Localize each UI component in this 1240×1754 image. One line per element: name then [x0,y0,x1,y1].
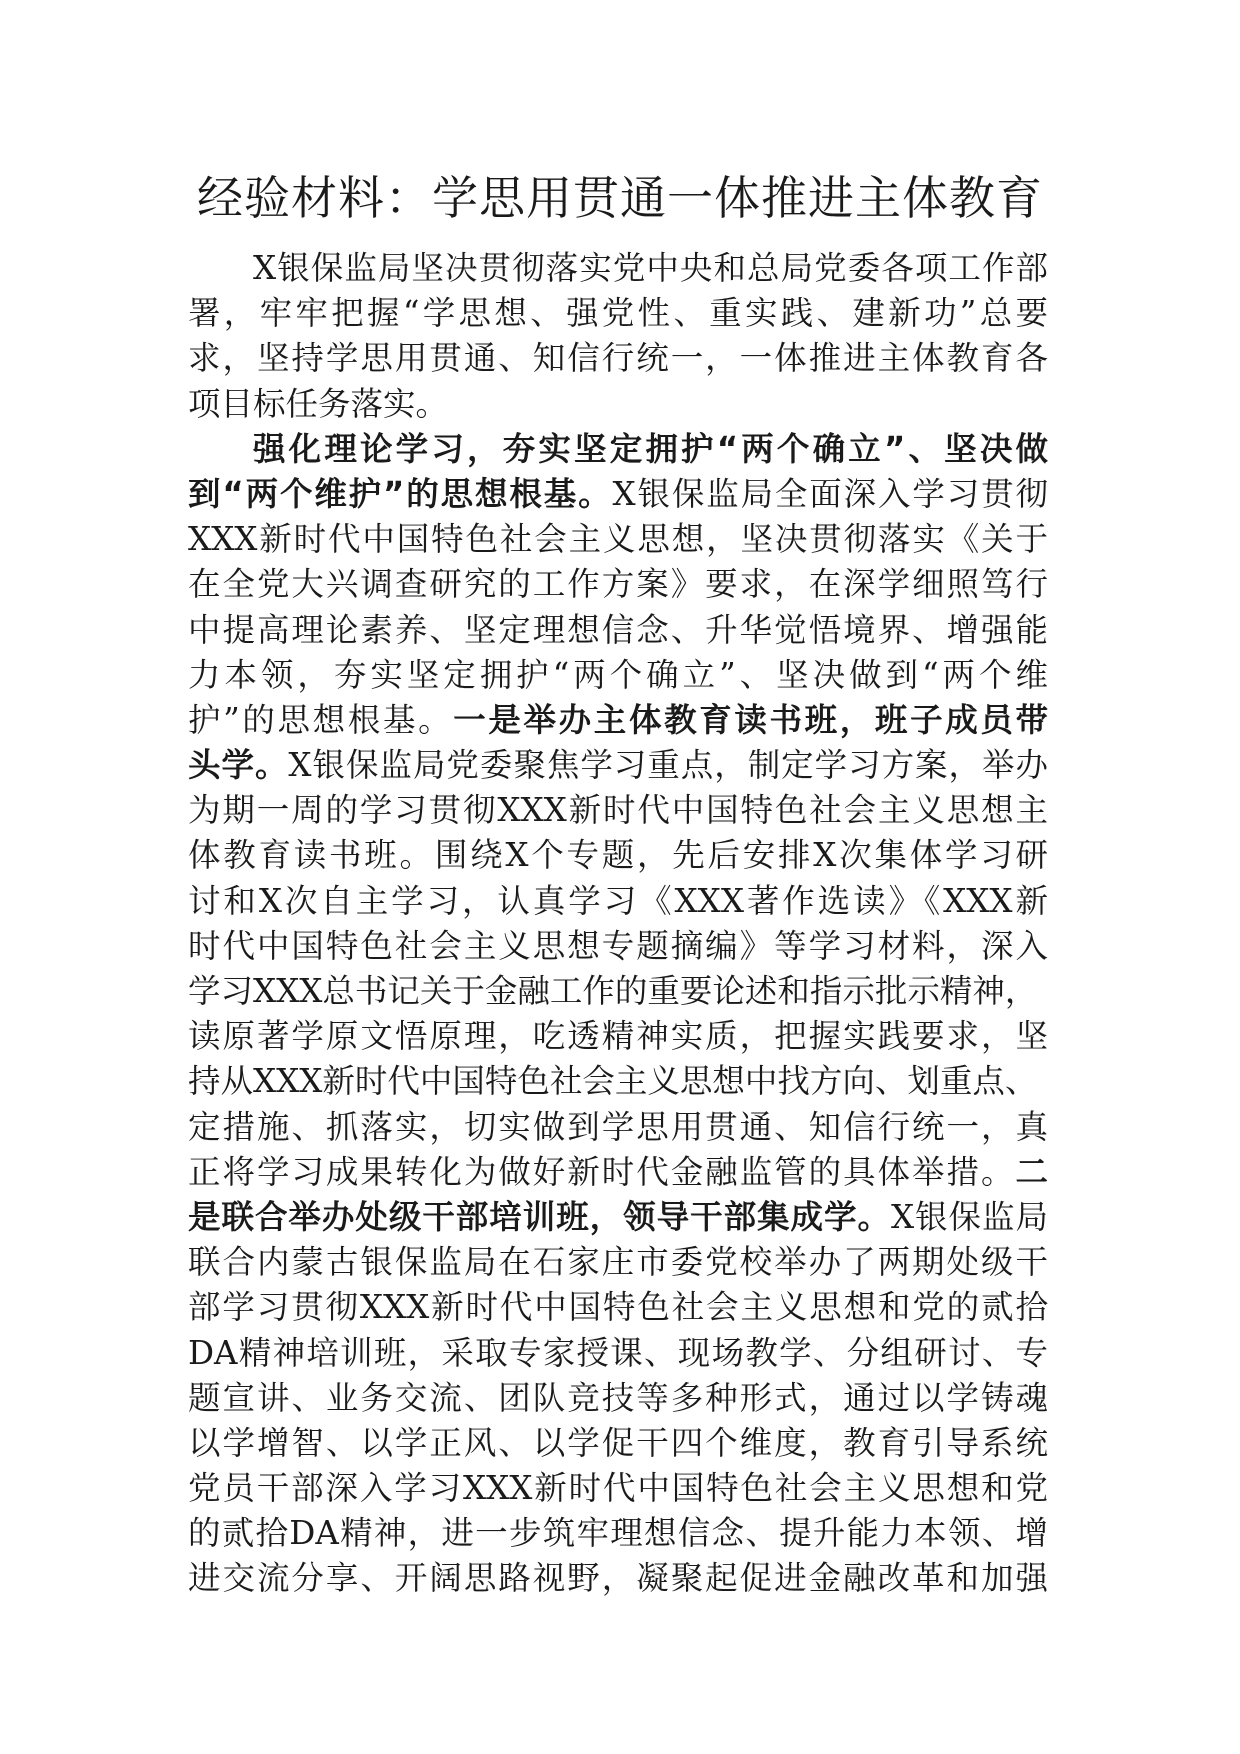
text-line [188,653,1048,698]
text-line [188,743,1048,788]
bold-text-run: 强化理论学习，夯实坚定拥护“两个确立”、坚决做 [253,429,1048,468]
text-line [188,698,1048,743]
text-line [188,472,1048,517]
text-line [188,788,1048,833]
text-run: 读原著学原文悟原理，吃透精神实质，把握实践要求，坚 [188,1017,1048,1056]
text-line [188,1014,1048,1059]
text-run: 学习XXX总书记关于金融工作的重要论述和指示批示精神， [188,972,1038,1010]
bold-text-run: 是联合举办处级干部培训班，领导干部集成学。 [188,1197,891,1236]
text-line [188,517,1048,562]
bold-text-run: 一是举办主体教育读书班，班子成员带 [453,700,1048,739]
text-run: 题宣讲、业务交流、团队竞技等多种形式，通过以学铸魂 [188,1378,1048,1417]
text-line [188,336,1048,381]
text-run: 以学增智、以学正风、以学促干四个维度，教育引导系统 [188,1423,1048,1462]
text-line [188,1376,1048,1421]
text-run: 为期一周的学习贯彻XXX新时代中国特色社会主义思想主 [188,791,1048,830]
text-line [188,246,1048,291]
text-run: 力本领，夯实坚定拥护“两个确立”、坚决做到“两个维 [188,655,1048,694]
text-line [188,879,1048,924]
bold-text-run: 二 [1015,1152,1048,1191]
text-run: XXX新时代中国特色社会主义思想，坚决贯彻落实《关于 [188,520,1048,559]
text-line [188,427,1048,472]
text-run: X银保监局 [890,1197,1048,1236]
text-run: 中提高理论素养、坚定理想信念、升华觉悟境界、增强能 [188,610,1048,649]
text-run: X银保监局党委聚焦学习重点，制定学习方案，举办 [288,746,1048,785]
text-line [188,924,1048,969]
text-run: 护”的思想根基。 [188,700,454,739]
text-line [188,1285,1048,1330]
text-line [188,1150,1048,1195]
text-run: 进交流分享、开阔思路视野，凝聚起促进金融改革和加强 [188,1559,1048,1598]
text-run: 体教育读书班。围绕X个专题，先后安排X次集体学习研 [188,836,1048,875]
text-line [188,969,1088,1014]
text-line [188,291,1048,336]
text-line [188,1466,1048,1511]
text-line [188,608,1048,653]
text-run: 时代中国特色社会主义思想专题摘编》等学习材料，深入 [188,926,1048,965]
text-run: 讨和X次自主学习，认真学习《XXX著作选读》《XXX新 [188,881,1048,920]
document-title: 经验材料：学思用贯通一体推进主体教育 [197,171,1043,225]
text-run: 项目标任务落实。 [188,384,449,423]
text-line [188,1421,1048,1466]
text-line [188,1511,1048,1556]
text-run: 部学习贯彻XXX新时代中国特色社会主义思想和党的贰拾 [188,1288,1048,1327]
text-run: 正将学习成果转化为做好新时代金融监管的具体举措。 [188,1152,1016,1191]
text-line [188,1240,1048,1285]
text-run: 持从XXX新时代中国特色社会主义思想中找方向、划重点、 [188,1062,1038,1101]
text-run: X银保监局坚决贯彻落实党中央和总局党委各项工作部 [253,249,1048,287]
text-line [188,1331,1048,1376]
text-line [188,833,1048,878]
text-line [188,1556,1048,1601]
text-line [188,1195,1048,1240]
text-run: DA精神培训班，采取专家授课、现场教学、分组研讨、专 [188,1333,1048,1372]
text-run: 求，坚持学思用贯通、知信行统一，一体推进主体教育各 [188,339,1048,378]
text-run: 定措施、抓落实，切实做到学思用贯通、知信行统一，真 [188,1107,1048,1146]
text-line [188,1059,1088,1104]
text-run: 联合内蒙古银保监局在石家庄市委党校举办了两期处级干 [188,1243,1048,1282]
text-run: 在全党大兴调查研究的工作方案》要求，在深学细照笃行 [188,565,1048,604]
text-line [188,562,1048,607]
text-run: 党员干部深入学习XXX新时代中国特色社会主义思想和党 [188,1469,1048,1508]
text-run: 署，牢牢把握“学思想、强党性、重实践、建新功”总要 [188,294,1048,333]
text-run: X银保监局全面深入学习贯彻 [612,474,1048,513]
document-body [188,246,1088,1602]
text-run: 的贰拾DA精神，进一步筑牢理想信念、提升能力本领、增 [188,1514,1048,1553]
text-line [188,1105,1048,1150]
bold-text-run: 到“两个维护”的思想根基。 [188,474,613,513]
text-line [188,382,1048,427]
bold-text-run: 头学。 [188,746,289,785]
